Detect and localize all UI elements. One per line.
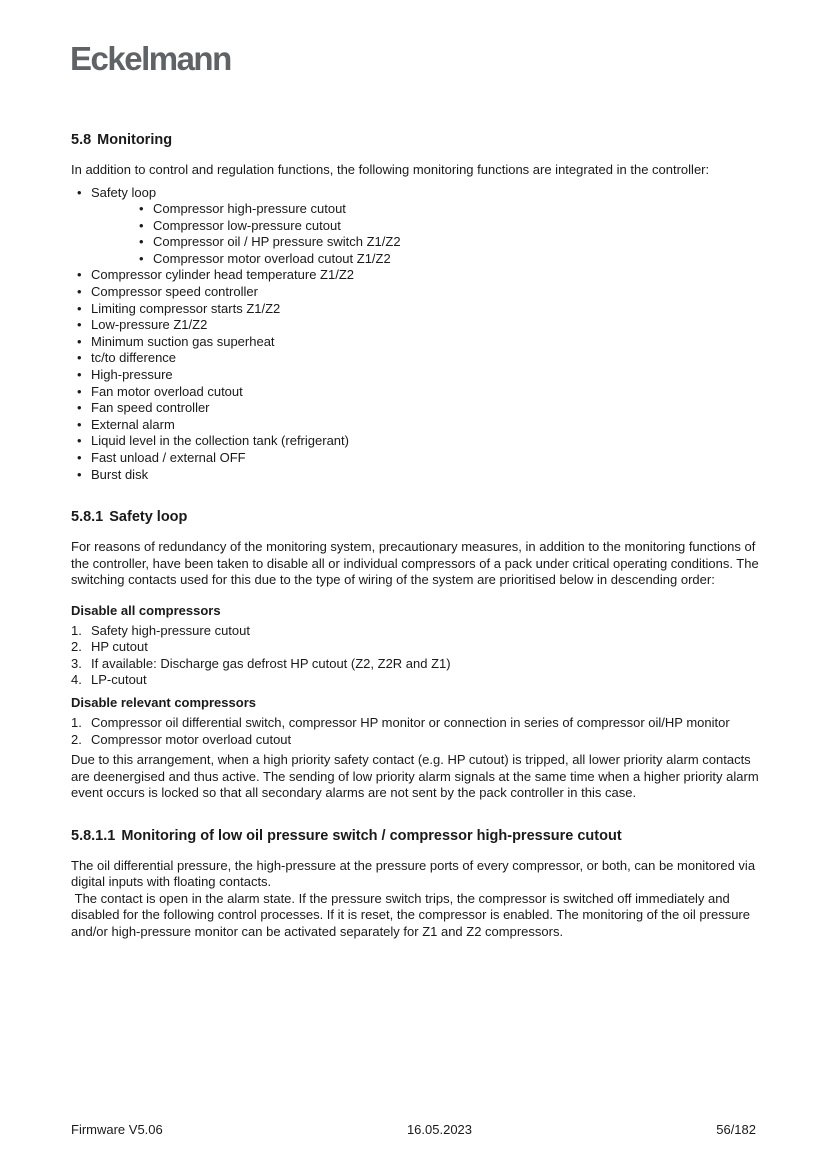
numbered-item: 3. If available: Discharge gas defrost HP cutout (Z2, Z2R and Z1) — [71, 655, 451, 671]
list-item: • Minimum suction gas superheat — [71, 334, 761, 351]
conclusion-paragraph: Due to this arrangement, when a high priority safety contact (e.g. HP cutout) is tripped, all lower priority alarm contacts are deenergised and thus active. The sending of low priority alarm signals at the same time when a higher priority alarm event occurs is locked so that all secondary alarms are not sent by the pack controller in this case. — [71, 752, 759, 801]
section-heading-5-8-1-1 — [71, 828, 761, 844]
list-item: • Limiting compressor starts Z1/Z2 — [71, 301, 761, 318]
numbered-item: 1. Safety high-pressure cutout — [71, 622, 250, 638]
sub-list-item: • Compressor oil / HP pressure switch Z1/Z2 — [133, 234, 761, 251]
document-date: 16.05.2023 — [406, 1122, 473, 1137]
group-heading: Disable all compressors — [71, 602, 221, 618]
section-heading-5-8 — [71, 132, 761, 148]
list-item: • Liquid level in the collection tank (refrigerant) — [71, 433, 761, 450]
list-item-label: Safety loop — [91, 184, 157, 200]
company-logo: Eckelmann — [70, 40, 231, 77]
page-number: 56/182 — [716, 1122, 756, 1137]
section-heading-5-8-1 — [71, 509, 761, 525]
numbered-item: 1. Compressor oil differential switch, compressor HP monitor or connection in series of compressor oil/HP monitor — [71, 715, 730, 731]
list-item: • Fan speed controller — [71, 400, 761, 417]
list-item: • Fan motor overload cutout — [71, 384, 761, 401]
section-number: 5.8.1 — [71, 509, 104, 526]
disable-relevant-list — [71, 715, 761, 748]
page-footer — [71, 1122, 756, 1137]
list-item: • External alarm — [71, 417, 761, 434]
numbered-item: 4. LP-cutout — [71, 672, 147, 688]
section-title: Monitoring — [97, 132, 173, 148]
list-item: • tc/to difference — [71, 350, 761, 367]
numbered-item: 2. Compressor motor overload cutout — [71, 731, 292, 747]
list-item — [71, 185, 761, 268]
section-number: 5.8.1.1 — [71, 827, 116, 844]
numbered-item: 2. HP cutout — [71, 639, 148, 655]
section-intro: In addition to control and regulation functions, the following monitoring functions are integrated in the controller: — [71, 162, 710, 177]
sub-list-item: • Compressor high-pressure cutout — [133, 201, 761, 218]
paragraph: The contact is open in the alarm state. If the pressure switch trips, the compressor is switched off immediately and disabled for the following control processes. If it is reset, the compressor is enabled. The monitoring of the oil pressure and/or high-pressure monitor can be activated separately for Z1 and Z2 compressors. — [71, 890, 754, 939]
list-item: • Compressor speed controller — [71, 284, 761, 301]
section-title: Monitoring of low oil pressure switch / compressor high-pressure cutout — [121, 827, 622, 844]
list-item: • Fast unload / external OFF — [71, 450, 761, 467]
list-item: • High-pressure — [71, 367, 761, 384]
sub-list-item: • Compressor motor overload cutout Z1/Z2 — [133, 251, 761, 268]
monitoring-functions-list — [71, 185, 761, 484]
page-content — [71, 132, 761, 946]
section-title: Safety loop — [109, 509, 188, 526]
firmware-version: Firmware V5.06 — [71, 1122, 163, 1137]
section-intro: For reasons of redundancy of the monitoring system, precautionary measures, in addition to the monitoring functions of the controller, have been taken to disable all or individual compressors of a pack under critical operating conditions. The switching contacts used for this due to the type of wiring of the system are prioritised below in descending order: — [71, 539, 759, 588]
section-number: 5.8 — [71, 132, 92, 148]
disable-all-list — [71, 623, 761, 689]
list-item: • Burst disk — [71, 467, 761, 484]
paragraph: The oil differential pressure, the high-pressure at the pressure ports of every compressor, or both, can be monitored via digital inputs with floating contacts. — [71, 857, 756, 890]
list-item: • Low-pressure Z1/Z2 — [71, 317, 761, 334]
group-heading: Disable relevant compressors — [71, 695, 256, 711]
sub-list-item: • Compressor low-pressure cutout — [133, 218, 761, 235]
list-item: • Compressor cylinder head temperature Z1/Z2 — [71, 267, 761, 284]
safety-loop-sublist — [91, 201, 761, 267]
